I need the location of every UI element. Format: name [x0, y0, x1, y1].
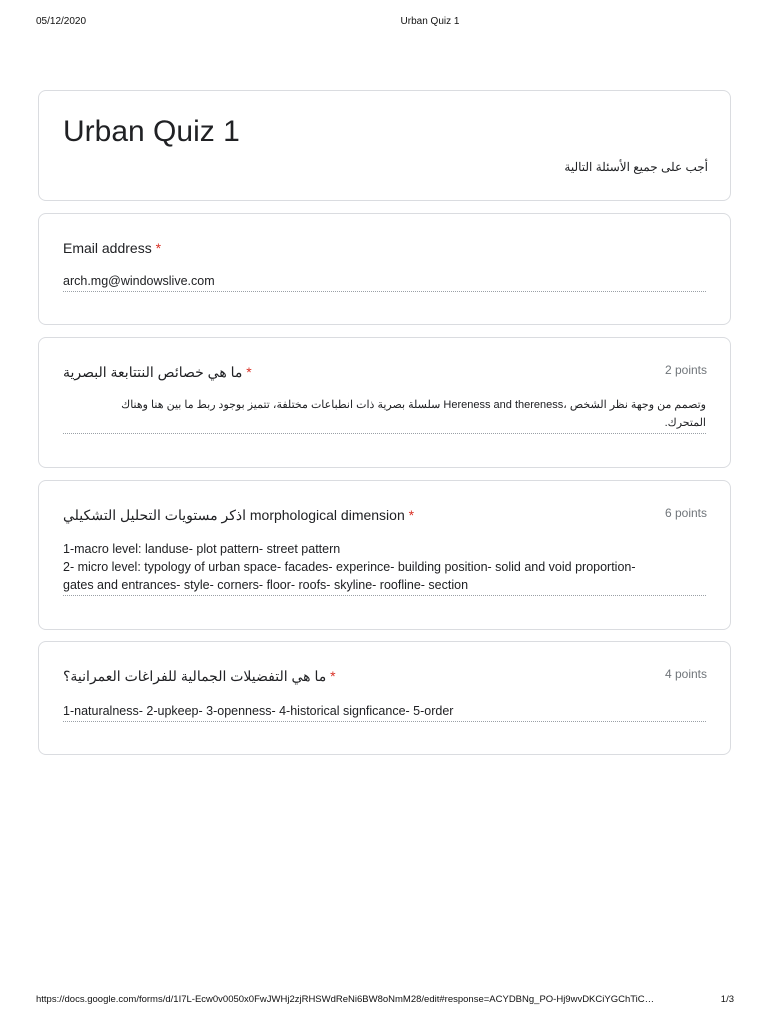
points-label-1: 2 points	[664, 363, 707, 377]
email-label-text: Email address	[63, 240, 152, 256]
required-asterisk: *	[155, 240, 162, 256]
required-asterisk: *	[408, 507, 415, 523]
question-text-3: ما هي التفضيلات الجمالية للفراغات العمرانية؟	[63, 668, 327, 684]
answer-line: 1-naturalness- 2-upkeep- 3-openness- 4-historical signficance- 5-order	[63, 704, 454, 718]
answer-field-2[interactable]	[63, 540, 706, 596]
email-label	[63, 238, 161, 258]
email-question-card	[38, 213, 731, 325]
answer-line: 1-macro level: landuse- plot pattern- street pattern	[63, 542, 341, 556]
form-description: أجب على جميع الأسئلة التالية	[564, 160, 708, 174]
answer-field-3[interactable]	[63, 702, 706, 722]
points-label-2: 6 points	[664, 506, 707, 520]
required-asterisk: *	[330, 668, 336, 684]
answer-line: gates and entrances- style- corners- floor- roofs- skyline- roofline- section	[63, 578, 469, 592]
question-card-2	[38, 480, 731, 630]
print-header	[0, 16, 768, 32]
question-title-1	[63, 362, 252, 382]
points-label-3: 4 points	[664, 667, 707, 681]
required-asterisk: *	[246, 364, 252, 380]
question-text-1: ما هي خصائص النتتابعة البصرية	[63, 364, 243, 380]
form-title: Urban Quiz 1	[63, 115, 240, 148]
question-text-2: اذكر مستويات التحليل التشكيلي morphological dimension	[63, 507, 405, 523]
answer-line: 2- micro level: typology of urban space- facades- experince- building position- solid and void proportion-	[63, 560, 636, 574]
question-title-3	[63, 666, 336, 686]
answer-field-1[interactable]	[63, 396, 706, 434]
email-value: arch.mg@windowslive.com	[63, 274, 215, 288]
page-number: 1/3	[720, 994, 734, 1005]
email-field[interactable]	[63, 272, 706, 292]
print-title: Urban Quiz 1	[400, 16, 460, 27]
answer-line: المتحرك.	[664, 417, 706, 429]
print-url[interactable]: https://docs.google.com/forms/d/1I7L-Ecw0v0050x0FwJWHj2zjRHSWdReNi6BW8oNmM28/edit#response=ACYDBNg_PO-Hj9wvDKCiYGChTiC…	[36, 994, 655, 1005]
question-card-1	[38, 337, 731, 468]
answer-line: وتصمم من وجهة نظر الشخص ،Hereness and thereness سلسلة بصرية ذات انطباعات مختلفة، تتميز بوجود ربط ما بين هنا وهناك	[121, 399, 706, 411]
print-footer	[0, 994, 768, 1008]
print-date: 05/12/2020	[36, 16, 87, 27]
form-header-card	[38, 90, 731, 201]
question-card-3	[38, 641, 731, 755]
question-title-2	[63, 505, 414, 525]
